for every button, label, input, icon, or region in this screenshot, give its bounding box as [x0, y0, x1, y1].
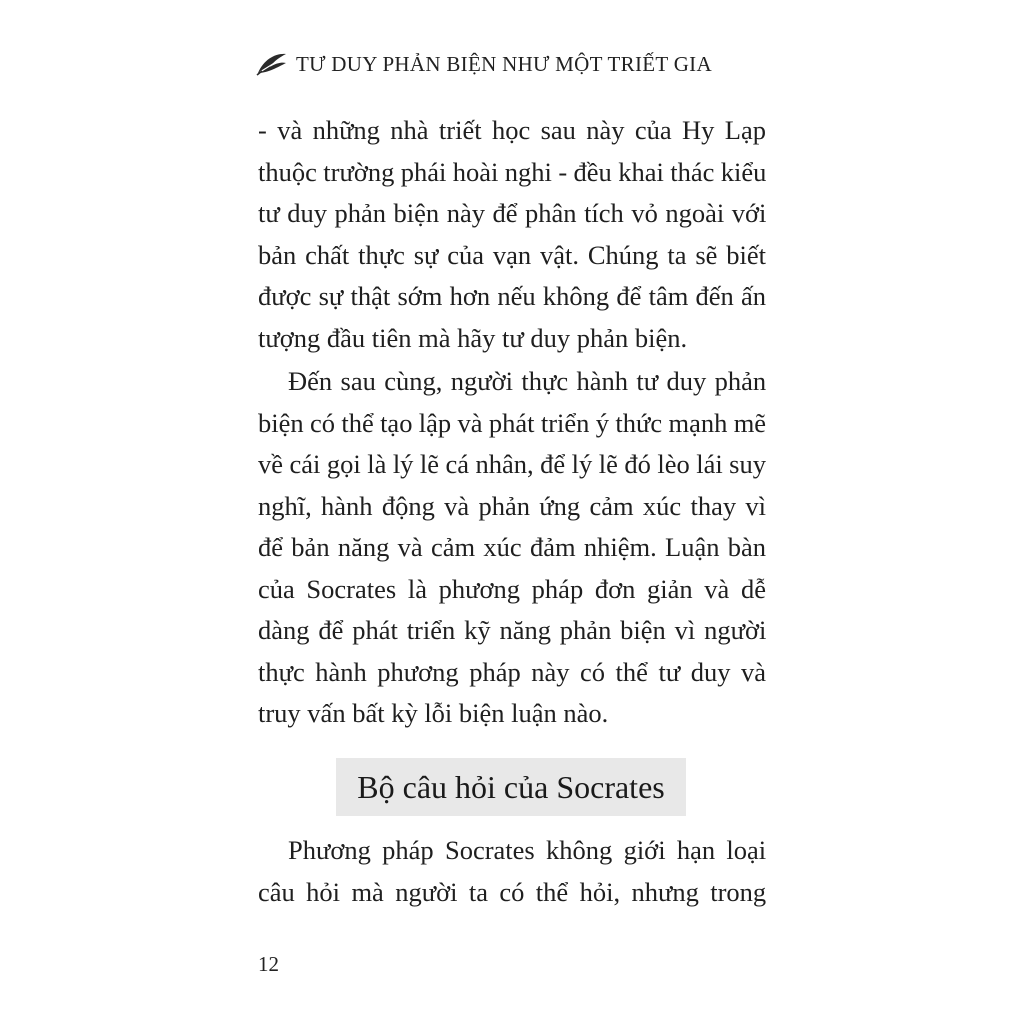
- running-header: [256, 49, 712, 79]
- text-line: thực hành phương pháp này có thể tư duy và: [258, 656, 766, 687]
- text-line: của Socrates là phương pháp đơn giản và dễ: [258, 573, 766, 604]
- text-line: thuộc trường phái hoài nghi - đều khai thác kiểu: [258, 156, 767, 187]
- paragraph-1: [258, 110, 766, 359]
- text-line: Đến sau cùng, người thực hành tư duy phản: [288, 366, 767, 396]
- page-number: 12: [258, 952, 279, 976]
- text-line: - và những nhà triết học sau này của Hy Lạp: [258, 115, 766, 145]
- text-line: Phương pháp Socrates không giới hạn loại: [288, 835, 767, 865]
- text-line: được sự thật sớm hơn nếu không để tâm đến ấn: [258, 281, 767, 311]
- text-line: biện có thể tạo lập và phát triển ý thức mạnh mẽ: [258, 407, 767, 438]
- text-line: tượng đầu tiên mà hãy tư duy phản biện.: [258, 322, 688, 353]
- text-line: để bản năng và cảm xúc đảm nhiệm. Luận bàn: [258, 532, 767, 562]
- section-heading: Bộ câu hỏi của Socrates: [357, 768, 665, 805]
- text-line: truy vấn bất kỳ lỗi biện luận nào.: [258, 698, 609, 728]
- text-line: bản chất thực sự của vạn vật. Chúng ta sẽ biết: [258, 239, 766, 270]
- text-line: dàng để phát triển kỹ năng phản biện vì người: [258, 615, 767, 645]
- paragraph-2: [258, 361, 766, 735]
- leaf-icon: [256, 51, 288, 77]
- text-line: tư duy phản biện này để phân tích vỏ ngoài với: [258, 198, 767, 228]
- section-heading-box: [336, 758, 686, 816]
- text-line: câu hỏi mà người ta có thể hỏi, nhưng trong: [258, 876, 767, 907]
- book-title: TƯ DUY PHẢN BIỆN NHƯ MỘT TRIẾT GIA: [296, 51, 712, 76]
- paragraph-3: [258, 830, 766, 913]
- text-line: về cái gọi là lý lẽ cá nhân, để lý lẽ đó lèo lái suy: [258, 449, 766, 479]
- text-line: nghĩ, hành động và phản ứng cảm xúc thay vì: [258, 490, 766, 521]
